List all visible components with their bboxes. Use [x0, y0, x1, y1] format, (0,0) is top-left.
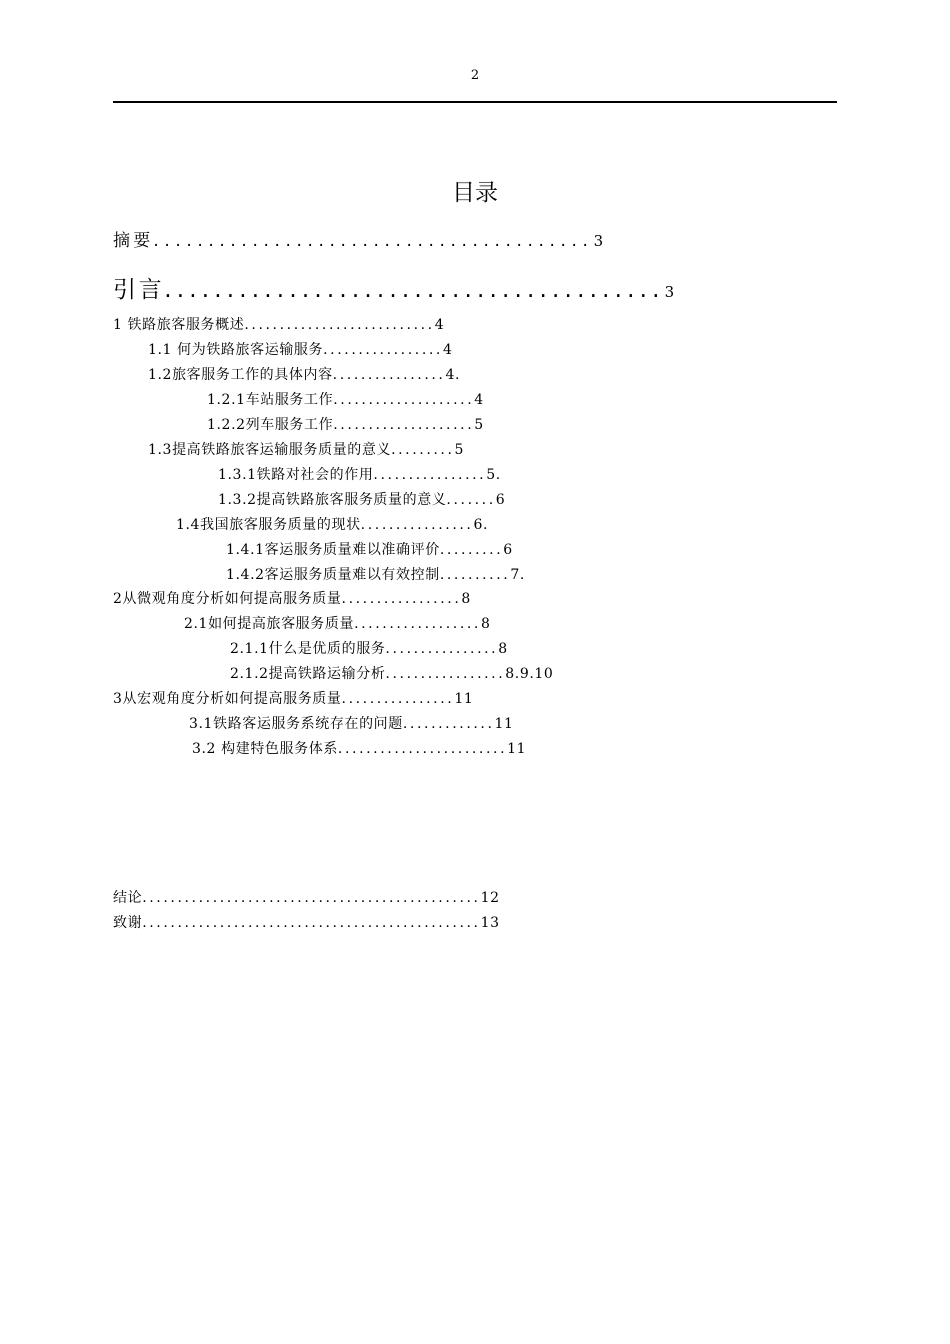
dot-leader: ......... — [439, 542, 504, 558]
toc-entry-page: 4 — [442, 342, 453, 358]
toc-entry-text: 1.4我国旅客服务质量的现状 — [176, 517, 361, 533]
toc-entry-text: 1.1 何为铁路旅客运输服务 — [148, 342, 324, 358]
toc-entry-text: 1.2.2列车服务工作 — [207, 417, 334, 433]
toc-entry-1[interactable] — [113, 318, 444, 332]
toc-entry-page: 11 — [507, 741, 527, 757]
toc-entry-3-1[interactable] — [189, 717, 514, 731]
dot-leader: ....... — [446, 492, 496, 508]
toc-entry-text: 1 铁路旅客服务概述 — [113, 317, 245, 333]
toc-entry-text: 3从宏观角度分析如何提高服务质量 — [113, 691, 342, 707]
toc-entry-text: 结论 — [113, 890, 143, 906]
toc-entry-1-3-2[interactable] — [218, 493, 505, 507]
toc-entry-page: 6 — [503, 542, 513, 558]
page-number: 2 — [470, 68, 480, 83]
toc-entry-text: 1.4.2客运服务质量难以有效控制 — [226, 567, 440, 583]
toc-entry-text: 1.3.1铁路对社会的作用 — [218, 467, 374, 483]
toc-entry-2[interactable] — [113, 592, 471, 606]
toc-entry-2-1-1[interactable] — [230, 642, 508, 656]
dot-leader: ................................................ — [142, 890, 481, 906]
dot-leader: ................ — [341, 691, 455, 707]
toc-entry-page: 6. — [473, 517, 489, 533]
toc-entry-abstract[interactable] — [113, 233, 606, 250]
toc-entry-text: 1.4.1客运服务质量难以准确评价 — [226, 542, 440, 558]
toc-entry-1-2-2[interactable] — [207, 418, 484, 432]
toc-entry-page: 4. — [445, 367, 461, 383]
dot-leader: .................... — [333, 417, 475, 433]
dot-leader: ................. — [341, 591, 462, 607]
toc-entry-1-3-1[interactable] — [218, 468, 501, 482]
toc-entry-page: 4 — [434, 317, 445, 333]
toc-entry-page: 11 — [494, 716, 514, 732]
toc-entry-introduction[interactable] — [113, 279, 677, 302]
toc-entry-1-4-1[interactable] — [226, 543, 513, 557]
toc-entry-acknowledgements[interactable] — [113, 916, 500, 930]
toc-entry-text: 2.1.2提高铁路运输分析 — [230, 666, 386, 682]
toc-entry-text: 3.2 构建特色服务体系 — [192, 741, 338, 757]
dot-leader: ......... — [391, 442, 455, 458]
dot-leader: ............. — [402, 716, 495, 732]
dot-leader: ................ — [373, 467, 487, 483]
toc-entry-text: 1.3提高铁路旅客运输服务质量的意义 — [148, 442, 392, 458]
toc-entry-text: 1.2旅客服务工作的具体内容 — [148, 367, 333, 383]
dot-leader: ........................................ — [164, 277, 665, 303]
toc-entry-2-1-2[interactable] — [230, 667, 553, 681]
toc-entry-text: 摘要 — [113, 231, 154, 251]
dot-leader: .......... — [439, 567, 511, 583]
dot-leader: ................. — [385, 666, 506, 682]
toc-entry-text: 1.3.2提高铁路旅客服务质量的意义 — [218, 492, 447, 508]
dot-leader: ........................ — [337, 741, 508, 757]
dot-leader: ................................................ — [142, 915, 481, 931]
toc-entry-1-2[interactable] — [148, 368, 460, 382]
toc-entry-text: 致谢 — [113, 915, 143, 931]
dot-leader: ................ — [332, 367, 446, 383]
toc-entry-1-3[interactable] — [148, 443, 464, 457]
toc-entry-3[interactable] — [113, 692, 473, 706]
toc-entry-page: 3 — [664, 283, 677, 301]
toc-entry-page: 8 — [461, 591, 471, 607]
dot-leader: ................ — [360, 517, 474, 533]
toc-entry-page: 8.9.10 — [505, 666, 554, 682]
toc-entry-text: 引言 — [113, 277, 165, 303]
toc-entry-page: 12 — [480, 890, 500, 906]
toc-entry-1-2-1[interactable] — [207, 393, 484, 407]
toc-entry-1-4[interactable] — [176, 518, 488, 532]
dot-leader: .................... — [333, 392, 475, 408]
dot-leader: ........................... — [244, 317, 435, 333]
dot-leader: ........................................ — [153, 231, 594, 251]
toc-entry-3-2[interactable] — [192, 742, 526, 756]
toc-entry-1-4-2[interactable] — [226, 568, 525, 582]
toc-entry-page: 4 — [474, 392, 484, 408]
toc-entry-text: 3.1铁路客运服务系统存在的问题 — [189, 716, 403, 732]
toc-entry-1-1[interactable] — [148, 343, 453, 357]
toc-entry-page: 8 — [498, 641, 508, 657]
toc-entry-page: 5 — [454, 442, 465, 458]
toc-title: 目录 — [452, 180, 498, 206]
toc-entry-page: 8 — [480, 616, 491, 632]
toc-entry-page: 11 — [454, 691, 474, 707]
toc-entry-2-1[interactable] — [184, 617, 491, 631]
toc-entry-page: 7. — [510, 567, 525, 583]
dot-leader: ................. — [323, 342, 443, 358]
toc-entry-conclusion[interactable] — [113, 891, 500, 905]
toc-entry-page: 5. — [486, 467, 501, 483]
toc-entry-text: 1.2.1车站服务工作 — [207, 392, 334, 408]
header-rule — [113, 101, 837, 103]
dot-leader: .................. — [354, 616, 481, 632]
toc-entry-text: 2从微观角度分析如何提高服务质量 — [113, 591, 342, 607]
dot-leader: ................ — [385, 641, 499, 657]
toc-entry-page: 5 — [474, 417, 484, 433]
toc-entry-page: 13 — [480, 915, 500, 931]
toc-entry-page: 6 — [495, 492, 506, 508]
toc-entry-text: 2.1.1什么是优质的服务 — [230, 641, 386, 657]
toc-entry-text: 2.1如何提高旅客服务质量 — [184, 616, 355, 632]
toc-entry-page: 3 — [593, 232, 607, 250]
